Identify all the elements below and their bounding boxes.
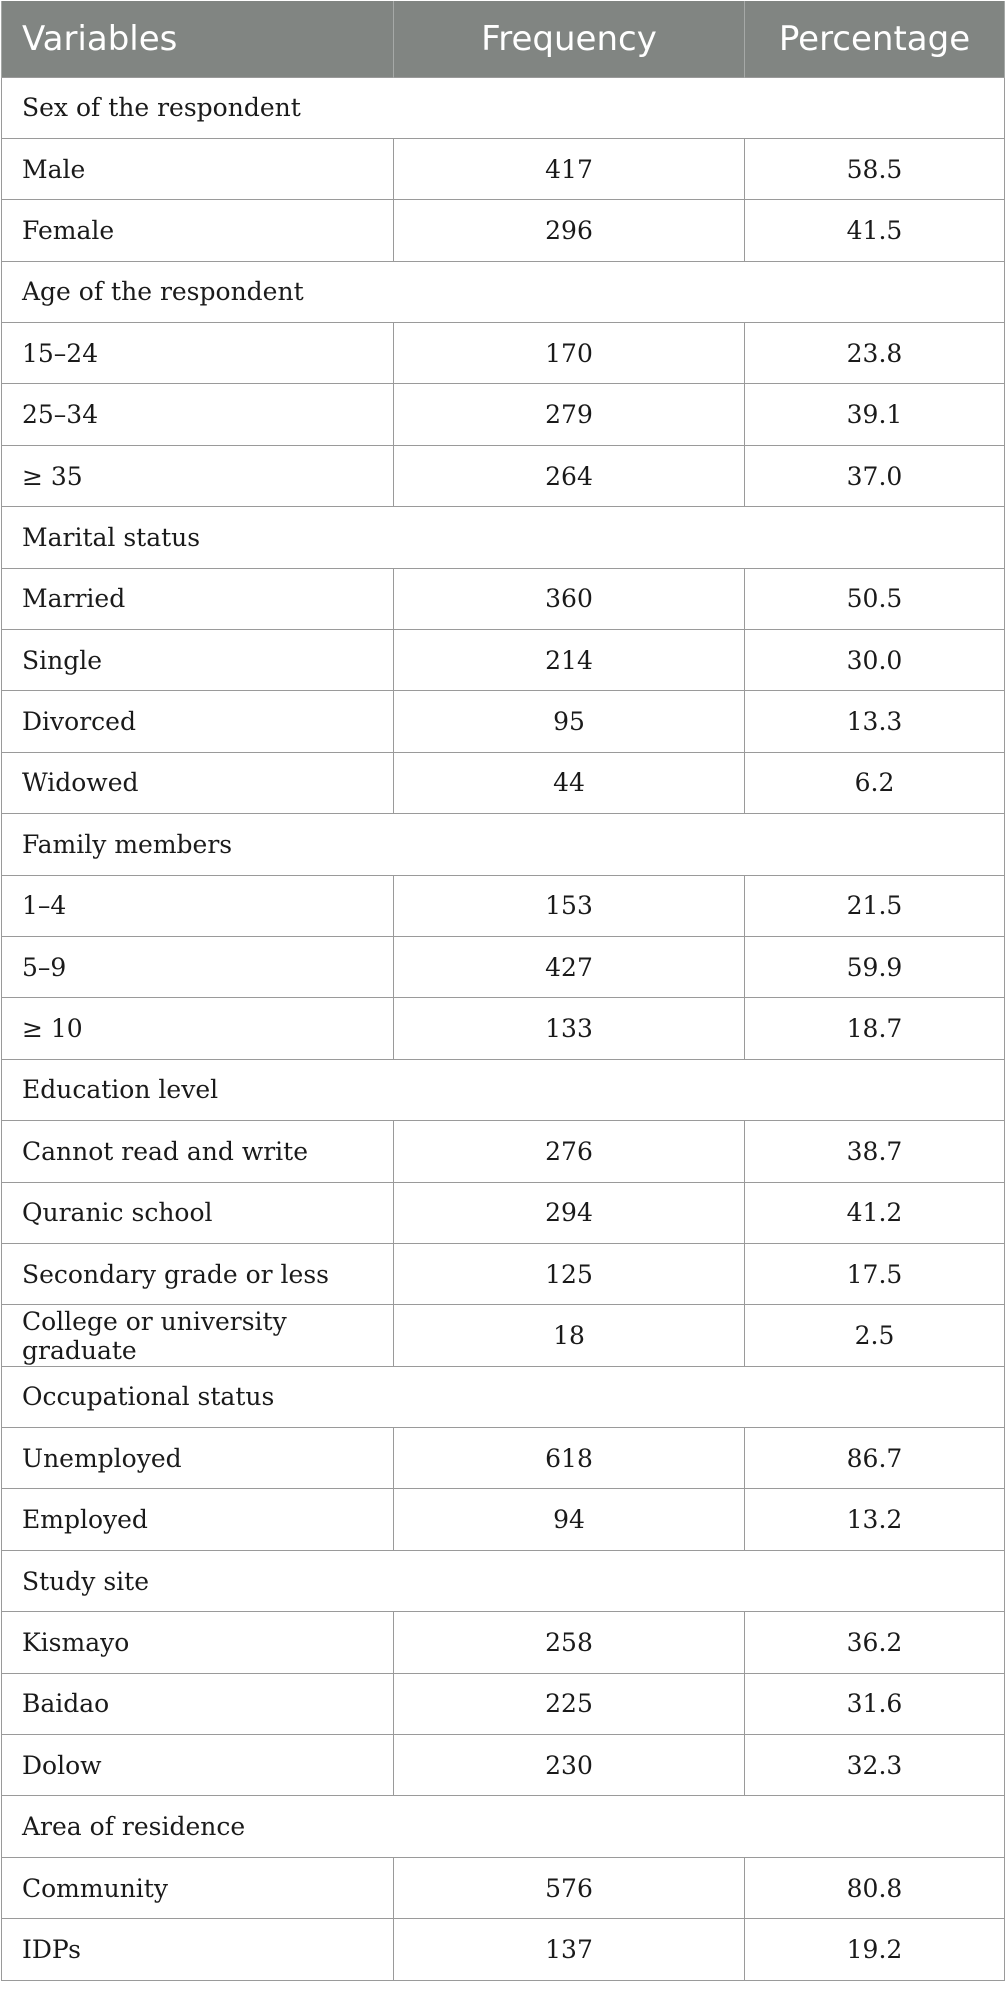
group-label: Study site	[2, 1550, 1005, 1611]
row-label: Male	[2, 138, 394, 199]
percentage-cell: 50.5	[745, 568, 1005, 629]
percentage-cell: 13.3	[745, 691, 1005, 752]
row-label: Employed	[2, 1489, 394, 1550]
frequency-cell: 360	[394, 568, 745, 629]
header-row	[2, 1, 1005, 77]
frequency-cell: 618	[394, 1428, 745, 1489]
percentage-cell: 17.5	[745, 1243, 1005, 1304]
percentage-cell: 32.3	[745, 1735, 1005, 1796]
frequency-cell: 44	[394, 752, 745, 813]
frequency-cell: 125	[394, 1243, 745, 1304]
percentage-cell: 23.8	[745, 323, 1005, 384]
row-label: Female	[2, 200, 394, 261]
row-label: IDPs	[2, 1919, 394, 1980]
percentage-cell: 6.2	[745, 752, 1005, 813]
table-row	[2, 1182, 1005, 1243]
table-row	[2, 875, 1005, 936]
table-row	[2, 200, 1005, 261]
percentage-cell: 18.7	[745, 998, 1005, 1059]
row-label: ≥ 10	[2, 998, 394, 1059]
frequency-cell: 258	[394, 1612, 745, 1673]
frequency-cell: 137	[394, 1919, 745, 1980]
row-label: Single	[2, 630, 394, 691]
percentage-cell: 37.0	[745, 445, 1005, 506]
group-label: Marital status	[2, 507, 1005, 568]
row-label: Community	[2, 1857, 394, 1918]
header-percentage: Percentage	[745, 1, 1005, 77]
table-row	[2, 998, 1005, 1059]
percentage-cell: 58.5	[745, 138, 1005, 199]
group-header-row	[2, 261, 1005, 322]
frequency-cell: 18	[394, 1305, 745, 1366]
percentage-cell: 2.5	[745, 1305, 1005, 1366]
row-label: Widowed	[2, 752, 394, 813]
frequency-cell: 94	[394, 1489, 745, 1550]
table-row	[2, 1919, 1005, 1980]
table-row	[2, 323, 1005, 384]
table-row	[2, 1857, 1005, 1918]
percentage-cell: 31.6	[745, 1673, 1005, 1734]
table-row	[2, 752, 1005, 813]
row-label: 25–34	[2, 384, 394, 445]
row-label: Baidao	[2, 1673, 394, 1734]
group-header-row	[2, 1550, 1005, 1611]
table-row	[2, 384, 1005, 445]
group-label: Sex of the respondent	[2, 77, 1005, 138]
header-variables: Variables	[2, 1, 394, 77]
table-body	[2, 77, 1005, 1980]
frequency-cell: 427	[394, 936, 745, 997]
table-row	[2, 138, 1005, 199]
table-row	[2, 568, 1005, 629]
row-label: 15–24	[2, 323, 394, 384]
table-row	[2, 1243, 1005, 1304]
percentage-cell: 30.0	[745, 630, 1005, 691]
group-header-row	[2, 1796, 1005, 1857]
row-label: Cannot read and write	[2, 1121, 394, 1182]
frequency-cell: 170	[394, 323, 745, 384]
table-row	[2, 630, 1005, 691]
group-label: Area of residence	[2, 1796, 1005, 1857]
row-label: Secondary grade or less	[2, 1243, 394, 1304]
row-label: ≥ 35	[2, 445, 394, 506]
table-row	[2, 1489, 1005, 1550]
percentage-cell: 80.8	[745, 1857, 1005, 1918]
frequency-cell: 279	[394, 384, 745, 445]
frequency-cell: 230	[394, 1735, 745, 1796]
row-label: Married	[2, 568, 394, 629]
group-header-row	[2, 507, 1005, 568]
percentage-cell: 86.7	[745, 1428, 1005, 1489]
table-row	[2, 1735, 1005, 1796]
frequency-cell: 225	[394, 1673, 745, 1734]
group-label: Family members	[2, 814, 1005, 875]
percentage-cell: 36.2	[745, 1612, 1005, 1673]
table-row	[2, 1612, 1005, 1673]
group-label: Age of the respondent	[2, 261, 1005, 322]
row-label: Kismayo	[2, 1612, 394, 1673]
frequency-cell: 296	[394, 200, 745, 261]
percentage-cell: 19.2	[745, 1919, 1005, 1980]
group-header-row	[2, 1059, 1005, 1120]
frequency-cell: 417	[394, 138, 745, 199]
percentage-cell: 38.7	[745, 1121, 1005, 1182]
frequency-cell: 264	[394, 445, 745, 506]
group-label: Education level	[2, 1059, 1005, 1120]
demographics-table	[1, 1, 1005, 1981]
row-label: Quranic school	[2, 1182, 394, 1243]
row-label: 1–4	[2, 875, 394, 936]
table-row	[2, 936, 1005, 997]
frequency-cell: 133	[394, 998, 745, 1059]
percentage-cell: 21.5	[745, 875, 1005, 936]
percentage-cell: 13.2	[745, 1489, 1005, 1550]
table-row	[2, 691, 1005, 752]
row-label: College or university graduate	[2, 1305, 394, 1366]
frequency-cell: 214	[394, 630, 745, 691]
table-row	[2, 1673, 1005, 1734]
table-row	[2, 1428, 1005, 1489]
frequency-cell: 276	[394, 1121, 745, 1182]
group-header-row	[2, 814, 1005, 875]
row-label: 5–9	[2, 936, 394, 997]
frequency-cell: 153	[394, 875, 745, 936]
group-header-row	[2, 77, 1005, 138]
row-label: Unemployed	[2, 1428, 394, 1489]
table-row	[2, 1305, 1005, 1366]
table-header	[2, 1, 1005, 77]
table-row	[2, 1121, 1005, 1182]
percentage-cell: 39.1	[745, 384, 1005, 445]
header-frequency: Frequency	[394, 1, 745, 77]
percentage-cell: 41.2	[745, 1182, 1005, 1243]
frequency-cell: 95	[394, 691, 745, 752]
percentage-cell: 41.5	[745, 200, 1005, 261]
table-row	[2, 445, 1005, 506]
group-label: Occupational status	[2, 1366, 1005, 1427]
group-header-row	[2, 1366, 1005, 1427]
row-label: Dolow	[2, 1735, 394, 1796]
row-label: Divorced	[2, 691, 394, 752]
frequency-cell: 576	[394, 1857, 745, 1918]
percentage-cell: 59.9	[745, 936, 1005, 997]
frequency-cell: 294	[394, 1182, 745, 1243]
